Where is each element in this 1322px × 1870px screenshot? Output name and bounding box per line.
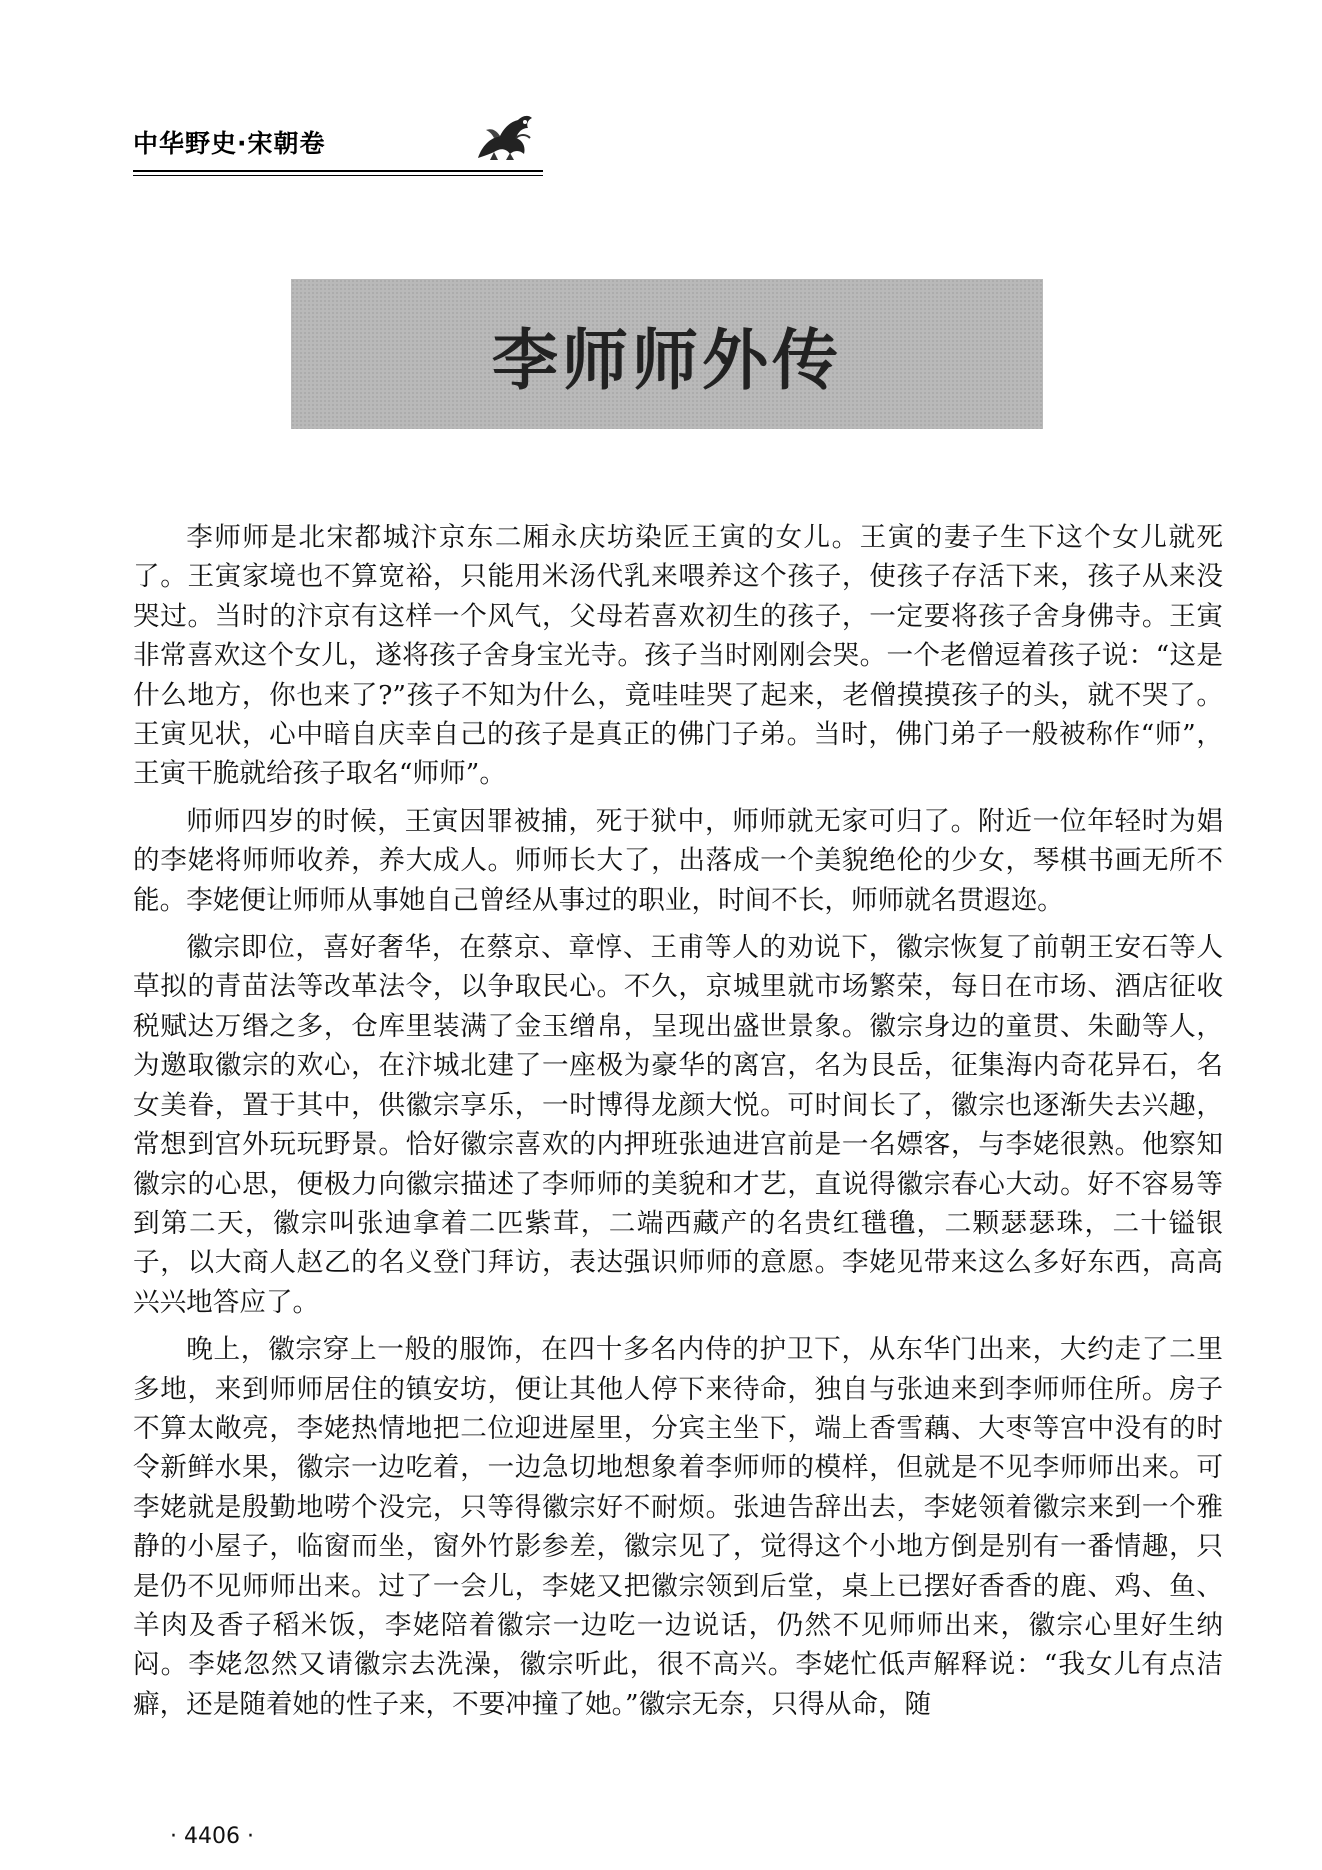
article-title: 李师师外传 — [492, 320, 842, 399]
paragraph: 李师师是北宋都城汴京东二厢永庆坊染匠王寅的女儿。王寅的妻子生下这个女儿就死了。王寅家境也不算宽裕，只能用米汤代乳来喂养这个孩子，使孩子存活下来，孩子从来没哭过。当时的汴京有这样一个风气，父母若喜欢初生的孩子，一定要将孩子舍身佛寺。王寅非常喜欢这个女儿，遂将孩子舍身宝光寺。孩子当时刚刚会哭。一个老僧逗着孩子说：“这是什么地方，你也来了?”孩子不知为什么，竟哇哇哭了起来，老僧摸摸孩子的头，就不哭了。王寅见状，心中暗自庆幸自己的孩子是真正的佛门子弟。当时，佛门弟子一般被称作“师”，王寅干脆就给孩子取名“师师”。 — [133, 522, 1223, 790]
page-number: · 4406 · — [170, 1824, 254, 1849]
header-rule — [133, 170, 543, 172]
running-head: 中华野史·宋朝卷 — [133, 129, 326, 158]
paragraph: 晚上，徽宗穿上一般的服饰，在四十多名内侍的护卫下，从东华门出来，大约走了二里多地，来到师师居住的镇安坊，便让其他人停下来待命，独自与张迪来到李师师住所。房子不算太敞亮，李姥热情地把二位迎进屋里，分宾主坐下，端上香雪藕、大枣等宫中没有的时令新鲜水果，徽宗一边吃着，一边急切地想象着李师师的模样，但就是不见李师师出来。可李姥就是殷勤地唠个没完，只等得徽宗好不耐烦。张迪告辞出去，李姥领着徽宗来到一个雅静的小屋子，临窗而坐，窗外竹影参差，徽宗见了，觉得这个小地方倒是别有一番情趣，只是仍不见师师出来。过了一会儿，李姥又把徽宗领到后堂，桌上已摆好香香的鹿、鸡、鱼、羊肉及香子稻米饭，李姥陪着徽宗一边吃一边说话，仍然不见师师出来，徽宗心里好生纳闷。李姥忽然又请徽宗去洗澡，徽宗听此，很不高兴。李姥忙低声解释说：“我女儿有点洁癖，还是随着她的性子来，不要冲撞了她。”徽宗无奈，只得从命，随 — [133, 1334, 1223, 1720]
paragraph: 徽宗即位，喜好奢华，在蔡京、章惇、王甫等人的劝说下，徽宗恢复了前朝王安石等人草拟的青苗法等改革法令，以争取民心。不久，京城里就市场繁荣，每日在市场、酒店征收税赋达万缗之多，仓库里装满了金玉缯帛，呈现出盛世景象。徽宗身边的童贯、朱勔等人，为邀取徽宗的欢心，在汴城北建了一座极为豪华的离宫，名为艮岳，征集海内奇花异石，名女美眷，置于其中，供徽宗享乐，一时博得龙颜大悦。可时间长了，徽宗也逐渐失去兴趣，常想到宫外玩玩野景。恰好徽宗喜欢的内押班张迪进宫前是一名嫖客，与李姥很熟。他察知徽宗的心思，便极力向徽宗描述了李师师的美貌和才艺，直说得徽宗春心大动。好不容易等到第二天，徽宗叫张迪拿着二匹紫茸，二端西藏产的名贵红氆氇，二颗瑟瑟珠，二十镒银子，以大商人赵乙的名义登门拜访，表达强识师师的意愿。李姥见带来这么多好东西，高高兴兴地答应了。 — [133, 932, 1223, 1318]
paragraph: 师师四岁的时候，王寅因罪被捕，死于狱中，师师就无家可归了。附近一位年轻时为娼的李姥将师师收养，养大成人。师师长大了，出落成一个美貌绝伦的少女，琴棋书画无所不能。李姥便让师师从事她自己曾经从事过的职业，时间不长，师师就名贯遐迩。 — [133, 805, 1223, 916]
header-rule-thin — [133, 175, 543, 176]
dragon-emblem-icon — [470, 108, 540, 170]
article-body — [133, 518, 1223, 1732]
title-banner — [291, 279, 1043, 429]
